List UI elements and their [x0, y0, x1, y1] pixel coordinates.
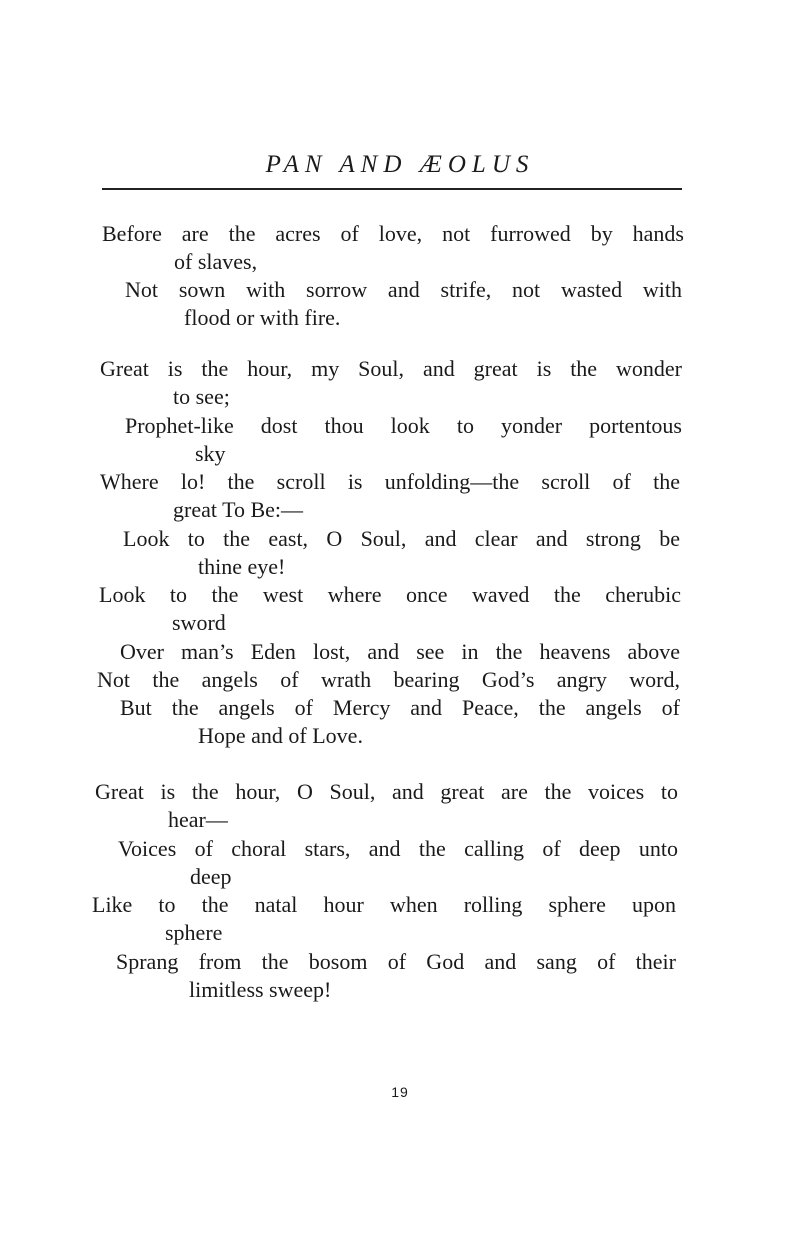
- poem-line: deep: [190, 864, 232, 889]
- poem-line: flood or with fire.: [184, 305, 341, 330]
- poem-line: hear—: [168, 807, 228, 832]
- poem-line: to see;: [173, 384, 230, 409]
- poem-line: Prophet-like dost thou look to yonder portentous: [125, 413, 682, 438]
- poem-line: Great is the hour, O Soul, and great are the voices to: [95, 779, 678, 804]
- poem-line: sky: [195, 441, 226, 466]
- running-title: PAN AND ÆOLUS: [265, 151, 535, 178]
- poem-line: great To Be:—: [173, 497, 304, 522]
- poem-line: Like to the natal hour when rolling sphere upon: [92, 892, 676, 917]
- poem-line: sphere: [165, 920, 223, 945]
- poem-line: Hope and of Love.: [198, 723, 363, 748]
- poem-line: Before are the acres of love, not furrowed by hands: [102, 221, 684, 246]
- poem-line: But the angels of Mercy and Peace, the angels of: [120, 695, 680, 720]
- poem-line: Where lo! the scroll is unfolding—the scroll of the: [100, 469, 680, 494]
- poem-line: limitless sweep!: [189, 977, 332, 1002]
- poem-line: Look to the west where once waved the cherubic: [99, 582, 681, 607]
- poem-line: Not the angels of wrath bearing God’s angry word,: [97, 667, 680, 692]
- poem-line: Not sown with sorrow and strife, not wasted with: [125, 277, 682, 302]
- poem-line: Over man’s Eden lost, and see in the heavens above: [120, 639, 680, 664]
- page-number: 19: [391, 1084, 409, 1100]
- poem-line: sword: [172, 610, 226, 635]
- poem-line: Great is the hour, my Soul, and great is the wonder: [100, 356, 682, 381]
- poem-line: Look to the east, O Soul, and clear and strong be: [123, 526, 680, 551]
- poem-line: Voices of choral stars, and the calling of deep unto: [118, 836, 678, 861]
- poem-line: thine eye!: [198, 554, 286, 579]
- poem-line: of slaves,: [174, 249, 258, 274]
- poem-line: Sprang from the bosom of God and sang of their: [116, 949, 676, 974]
